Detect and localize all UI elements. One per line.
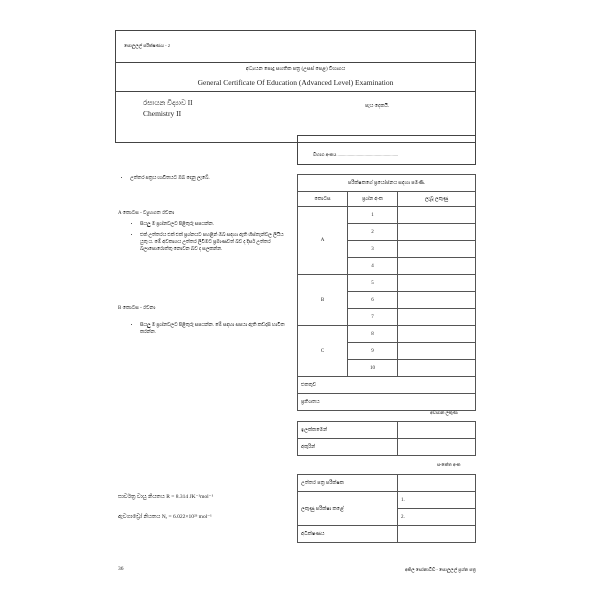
part-b-label: B [298,275,348,326]
final-marks-title: අවසාන ලකුණ [430,410,458,415]
code-numbers-table [297,474,476,543]
part-a-instructions [130,221,290,257]
footer-publisher: අකිල සෝනාටිඩ් - සොලුලල් ප්‍රශ්න පත්‍ර [404,567,476,572]
marks-cell [398,326,476,343]
marks-checked-by: ලකුණු පරීක්ෂා කළේ [298,492,398,526]
col-part-header: කොටස [298,192,348,207]
question-number: 8 [348,326,398,343]
exam-duration: පැය දෙකයි. [365,104,390,109]
marks-cell [398,275,476,292]
question-number: 4 [348,258,398,275]
marks-cell [398,241,476,258]
question-number: 5 [348,275,398,292]
marks-cell [398,258,476,275]
instructions-top [120,175,290,186]
part-a-title: A කොටස - ව්‍යුහගත රචනා [118,211,175,216]
part-a-bullet-2: • එක් උත්තරය එක් එක් ප්‍රශ්නයට පහළින් ඔබ සඳහා ඇති හිස්තැන්වල ලියිය යුතු ය. මේ අවකාශය උත්තර ලිවීමට ප්‍රමාණවත් බව ද දීර්ඝ උත්තර බලාපොරොත්තු නොවන බව ද සලකන්න. [140,232,290,253]
part-a-bullet-1: • සියලු ම ප්‍රශ්නවලට පිළිතුරු සපයන්න. [140,221,290,228]
total-row: එකතුව [298,377,476,394]
final-marks-numbers: ඉලක්කමෙන් [298,422,398,439]
answer-sheet-examiner: උත්තර පත්‍ර පරීක්ෂක [298,475,398,492]
avogadro-constant: ඇවගාඩ්‍රෝ නියතය Nₐ = 6.022×10²³ mol⁻¹ [118,514,212,520]
supervision-cell [398,526,476,543]
marks-cell [398,309,476,326]
answer-sheet-examiner-cell [398,475,476,492]
marks-cell [398,360,476,377]
question-number: 9 [348,343,398,360]
marks-table-title: පරීක්ෂකගේ ප්‍රයෝජනය සඳහා පමණි. [298,175,476,192]
marks-cell [398,292,476,309]
examiner-marks-table [297,174,476,411]
sinhala-exam-title: අධ්‍යයන පොදු සහතික පත්‍ර (උසස් පෙළ) විභාගය [245,67,346,72]
subject-sinhala: රසායන විද්‍යාව II [143,99,193,107]
final-marks-words-cell [398,439,476,456]
part-b-title: B කොටස - රචනා [118,306,156,311]
code-numbers-title: සංකේත අංක [437,462,461,467]
part-b-instructions [130,322,290,340]
part-b-bullet-1: • සියලු ම ප්‍රශ්නවලට පිළිතුරු සපයන්න. මේ සඳහා සපයා ඇති කඩදාසි භාවිත කරන්න. [140,322,290,336]
final-marks-words: අකුරින් [298,439,398,456]
header-divider-mid [115,91,476,92]
index-number-label: විභාග අංකය ...................................................... [313,152,399,157]
question-number: 3 [348,241,398,258]
part-c-label: C [298,326,348,377]
question-number: 6 [348,292,398,309]
marks-checked-2: 2. [398,509,476,526]
gas-constant: සාර්වත්‍ර වායු නියතය R = 8.314 JK⁻¹mol⁻¹ [118,494,214,500]
marks-checked-1: 1. [398,492,476,509]
header-divider-top [115,62,476,63]
part-a-label: A [298,207,348,275]
paper-tag: සොලුලල් පරීක්ෂණය - 2 [124,43,170,48]
question-number: 2 [348,224,398,241]
english-exam-title: General Certificate Of Education (Advanced Level) Examination [197,78,394,87]
col-marks-header: ලැබූ ලකුණු [398,192,476,207]
question-number: 7 [348,309,398,326]
supervision: අධීක්ෂණය [298,526,398,543]
percentage-row: ප්‍රතිශතය [298,394,476,411]
marks-cell [398,207,476,224]
final-marks-table [297,421,476,456]
subject-english: Chemistry II [143,109,182,118]
question-number: 1 [348,207,398,224]
instruction-answer-sheet: • උත්තර පත්‍රය භාවිතයට ඔබ දෙනු ලැබේ. [130,175,290,182]
col-question-header: ප්‍රශ්න අංක [348,192,398,207]
question-number: 10 [348,360,398,377]
marks-cell [398,343,476,360]
final-marks-numbers-cell [398,422,476,439]
page-number: 36 [118,566,124,572]
index-number-box [297,135,476,165]
marks-cell [398,224,476,241]
